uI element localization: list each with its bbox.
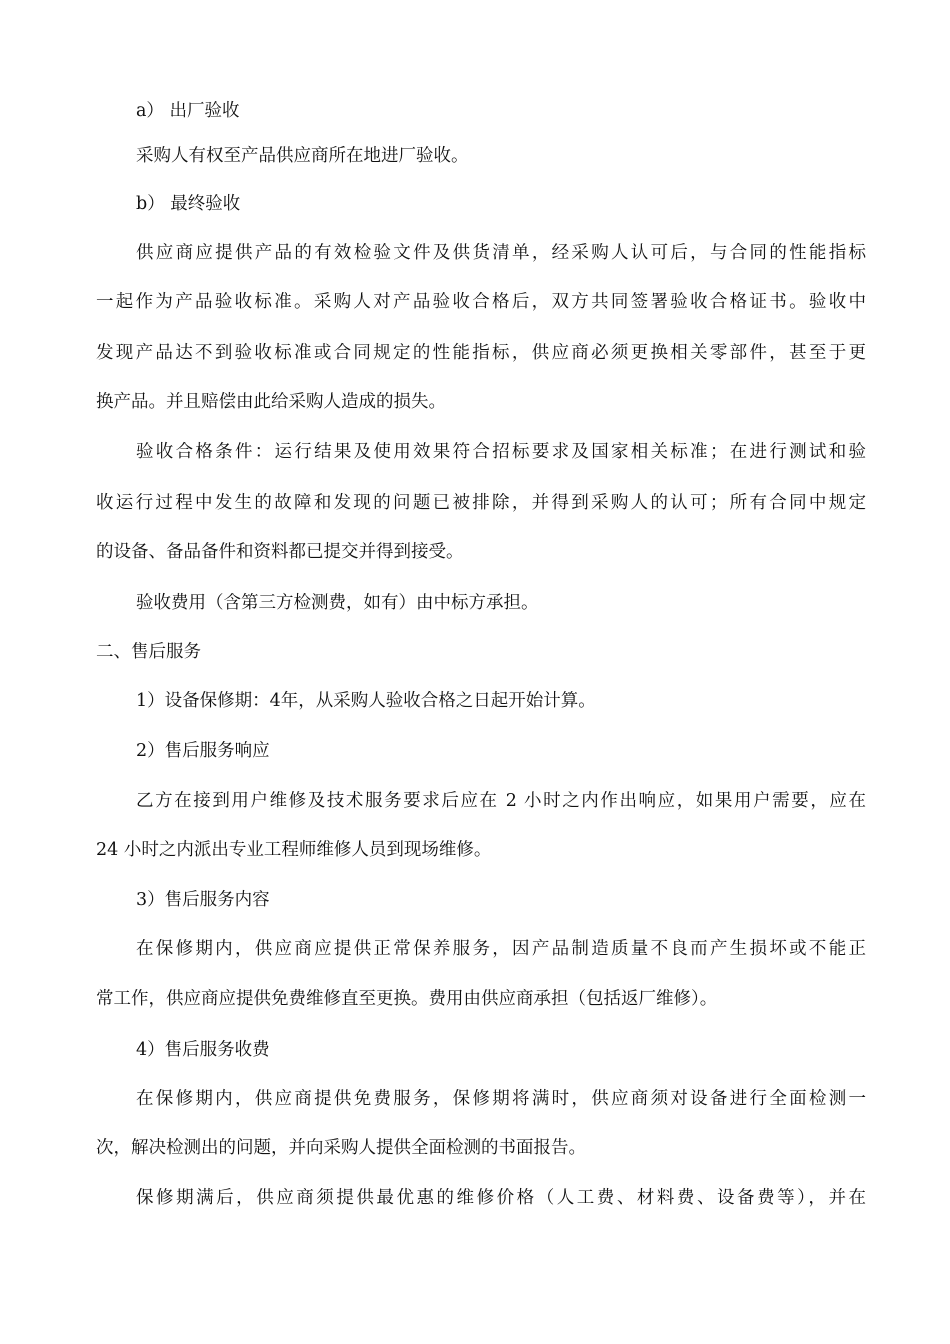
after-sales-item2-heading: 2）售后服务响应: [136, 741, 270, 761]
factory-inspection-text: 采购人有权至产品供应商所在地进厂验收。: [136, 146, 469, 166]
heading-factory-inspection: a） 出厂验收: [136, 101, 240, 121]
final-inspection-para2-line3: 的设备、备品备件和资料都已提交并得到接受。: [96, 542, 464, 562]
after-sales-item4-heading: 4）售后服务收费: [136, 1040, 270, 1060]
after-sales-item3-line1: 在保修期内，供应商应提供正常保养服务，因产品制造质量不良而产生损坏或不能正: [136, 939, 866, 959]
after-sales-item2-line2: 24 小时之内派出专业工程师维修人员到现场维修。: [96, 840, 492, 860]
heading-final-inspection: b） 最终验收: [136, 194, 241, 214]
final-inspection-para2-line2: 收运行过程中发生的故障和发现的问题已被排除，并得到采购人的认可；所有合同中规定: [96, 493, 866, 513]
after-sales-item1: 1）设备保修期：4年，从采购人验收合格之日起开始计算。: [136, 691, 596, 711]
final-inspection-para1-line2: 一起作为产品验收标准。采购人对产品验收合格后，双方共同签署验收合格证书。验收中: [96, 292, 866, 312]
final-inspection-para1-line4: 换产品。并且赔偿由此给采购人造成的损失。: [96, 392, 446, 412]
after-sales-item4-line2: 次，解决检测出的问题，并向采购人提供全面检测的书面报告。: [96, 1138, 586, 1158]
final-inspection-para3: 验收费用（含第三方检测费，如有）由中标方承担。: [136, 593, 539, 613]
after-sales-item3-line2: 常工作，供应商应提供免费维修直至更换。费用由供应商承担（包括返厂维修）。: [96, 989, 718, 1009]
final-inspection-para1-line3: 发现产品达不到验收标准或合同规定的性能指标，供应商必须更换相关零部件，甚至于更: [96, 343, 866, 363]
final-inspection-para2-line1: 验收合格条件：运行结果及使用效果符合招标要求及国家相关标准；在进行测试和验: [136, 442, 866, 462]
final-inspection-para1-line1: 供应商应提供产品的有效检验文件及供货清单，经采购人认可后，与合同的性能指标: [136, 243, 866, 263]
after-sales-item4-line1: 在保修期内，供应商提供免费服务，保修期将满时，供应商须对设备进行全面检测一: [136, 1089, 866, 1109]
section-heading-after-sales: 二、售后服务: [96, 642, 201, 662]
after-sales-item3-heading: 3）售后服务内容: [136, 890, 270, 910]
after-sales-item2-line1: 乙方在接到用户维修及技术服务要求后应在 2 小时之内作出响应，如果用户需要，应在: [136, 791, 866, 811]
after-sales-item4-line3: 保修期满后，供应商须提供最优惠的维修价格（人工费、材料费、设备费等），并在: [136, 1188, 866, 1208]
